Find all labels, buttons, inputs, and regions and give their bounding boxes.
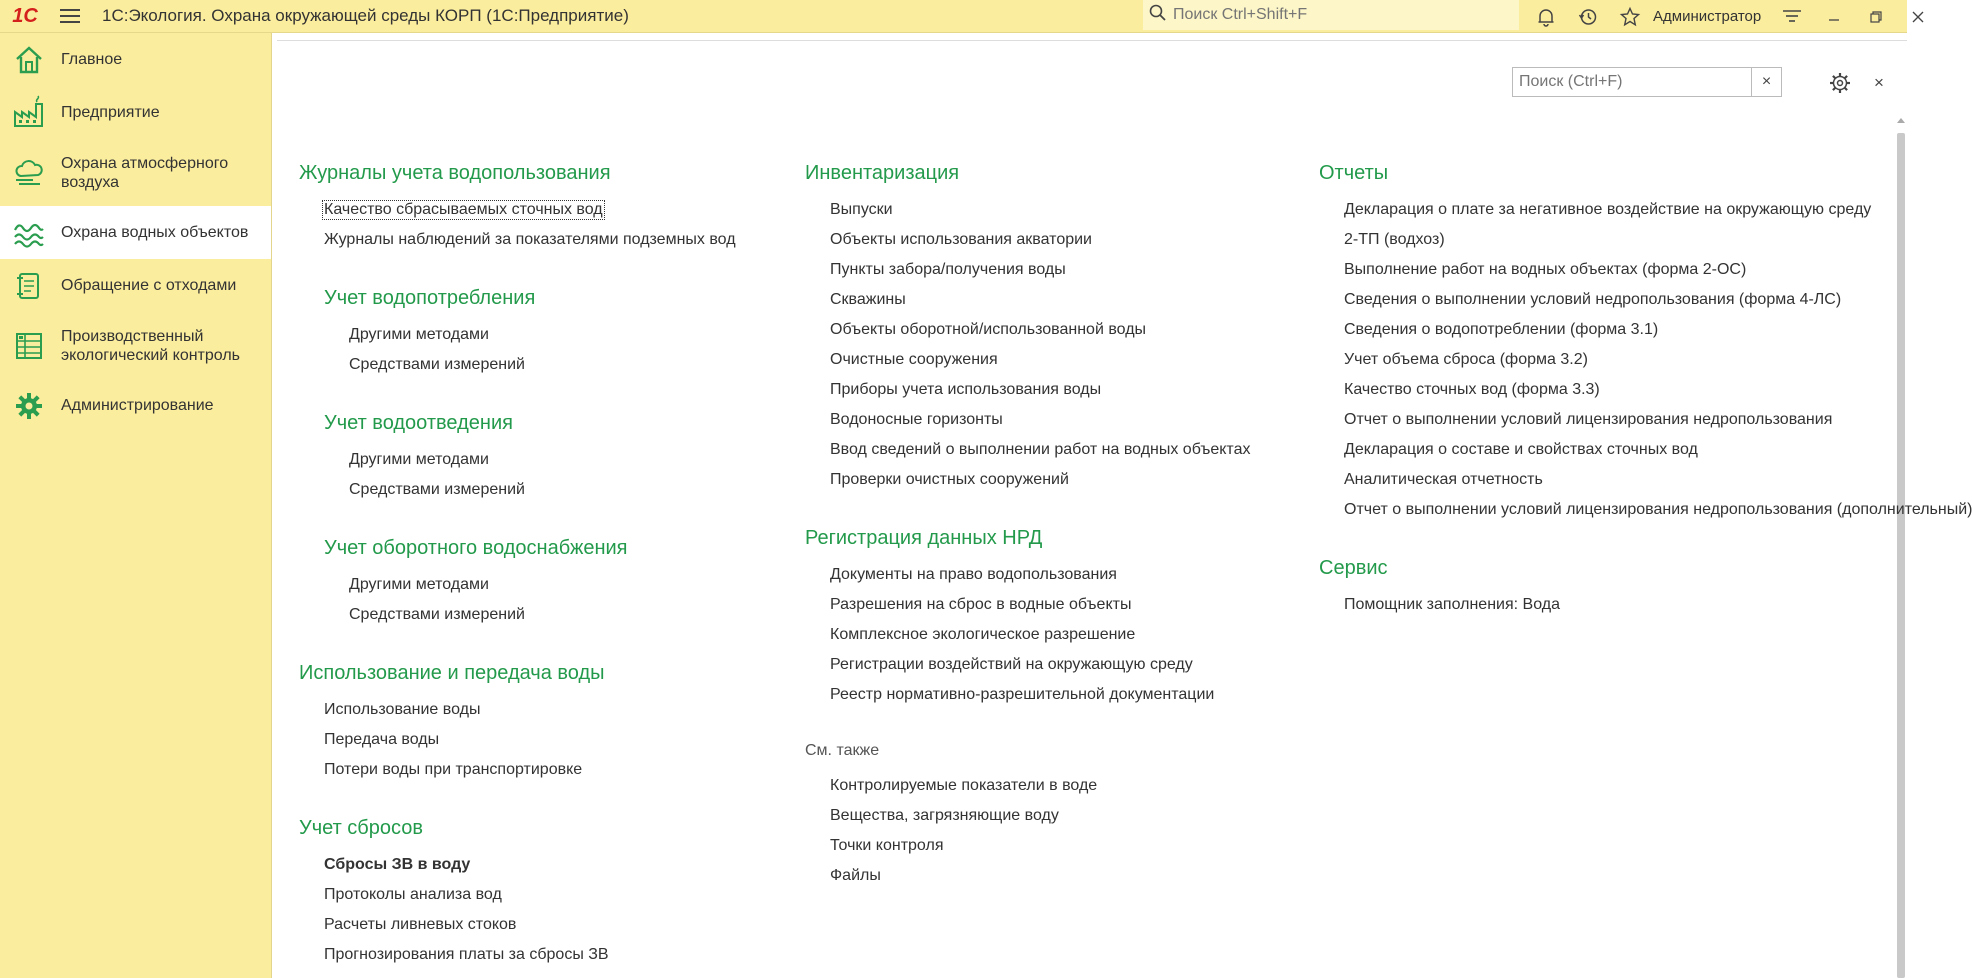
link-report-form-3-2[interactable]: Учет объема сброса (форма 3.2) — [1344, 351, 1588, 368]
sidebar-item-label: Предприятие — [61, 104, 160, 121]
link-intake-points[interactable]: Пункты забора/получения воды — [830, 261, 1066, 278]
link-report-2tp-vodkhoz[interactable]: 2-ТП (водхоз) — [1344, 231, 1445, 248]
sidebar-item-main[interactable] — [0, 33, 271, 86]
link-report-form-3-1[interactable]: Сведения о водопотреблении (форма 3.1) — [1344, 321, 1659, 338]
link-recycling-other[interactable]: Другими методами — [349, 576, 489, 593]
water-waves-icon — [12, 216, 46, 250]
section-title-consumption: Учет водопотребления — [324, 287, 536, 309]
link-report-license-conditions-extra[interactable]: Отчет о выполнении условий лицензирования недропользования (дополнительный) — [1344, 501, 1972, 518]
section-title-inventory: Инвентаризация — [805, 162, 960, 184]
sidebar-item-label: Охрана атмосферного воздуха — [61, 154, 229, 191]
sidebar-item-enterprise[interactable] — [0, 86, 271, 139]
link-consumption-measurement[interactable]: Средствами измерений — [349, 356, 525, 373]
main-menu-button[interactable] — [50, 0, 90, 33]
link-report-fee-declaration[interactable]: Декларация о плате за негативное воздействие на окружающую среду — [1344, 201, 1872, 218]
title-bar — [0, 0, 1907, 33]
link-report-2os[interactable]: Выполнение работ на водных объектах (форма 2-ОС) — [1344, 261, 1747, 278]
restore-icon — [1869, 10, 1883, 24]
section-title-discharges: Учет сбросов — [299, 817, 423, 839]
section-content — [273, 33, 1972, 978]
user-name[interactable]: Администратор — [1653, 8, 1762, 25]
section-title-usage: Использование и передача воды — [299, 662, 605, 684]
link-treatment-facilities[interactable]: Очистные сооружения — [830, 351, 998, 368]
link-report-4ls[interactable]: Сведения о выполнении условий недропользования (форма 4-ЛС) — [1344, 291, 1842, 308]
waste-document-icon — [12, 269, 46, 303]
link-transport-losses[interactable]: Потери воды при транспортировке — [324, 761, 583, 778]
section-title-see-also: См. также — [805, 742, 880, 759]
minimize-button[interactable] — [1813, 0, 1855, 33]
link-water-rights-documents[interactable]: Документы на право водопользования — [830, 566, 1117, 583]
link-water-pollutants[interactable]: Вещества, загрязняющие воду — [830, 807, 1059, 824]
sidebar-item-label: Главное — [61, 51, 123, 68]
menu-lines-icon — [1782, 9, 1802, 25]
sidebar-item-waste[interactable] — [0, 259, 271, 312]
gear-icon — [12, 389, 46, 423]
link-recycled-water-objects[interactable]: Объекты оборотной/использованной воды — [830, 321, 1147, 338]
global-search-input[interactable] — [1173, 6, 1503, 24]
link-aquifers[interactable]: Водоносные горизонты — [830, 411, 1003, 428]
link-discharge-permits[interactable]: Разрешения на сброс в водные объекты — [830, 596, 1132, 613]
link-control-points[interactable]: Точки контроля — [830, 837, 944, 854]
home-icon — [12, 43, 46, 77]
link-water-works-input[interactable]: Ввод сведений о выполнении работ на водных объектах — [830, 441, 1251, 458]
restore-button[interactable] — [1855, 0, 1897, 33]
link-wells[interactable]: Скважины — [830, 291, 906, 308]
section-title-recycling: Учет оборотного водоснабжения — [324, 537, 628, 559]
minimize-icon — [1827, 10, 1841, 24]
sidebar-item-admin[interactable] — [0, 379, 271, 432]
link-integrated-permit[interactable]: Комплексное экологическое разрешение — [830, 626, 1136, 643]
search-icon — [1143, 4, 1173, 27]
close-icon — [1911, 10, 1925, 24]
link-disposal-measurement[interactable]: Средствами измерений — [349, 481, 525, 498]
link-water-fill-assistant[interactable]: Помощник заполнения: Вода — [1344, 596, 1560, 613]
link-discharge-fee-forecast[interactable]: Прогнозирования платы за сбросы ЗВ — [324, 946, 609, 963]
global-search[interactable] — [1143, 0, 1519, 30]
link-impact-registrations[interactable]: Регистрации воздействий на окружающую среду — [830, 656, 1193, 673]
air-cloud-icon — [12, 156, 46, 190]
link-water-use[interactable]: Использование воды — [324, 701, 481, 718]
history-button[interactable] — [1567, 0, 1609, 33]
bell-icon — [1536, 7, 1556, 27]
link-disposal-other[interactable]: Другими методами — [349, 451, 489, 468]
link-report-license-conditions[interactable]: Отчет о выполнении условий лицензирования недропользования — [1344, 411, 1833, 428]
sidebar-item-water[interactable] — [0, 206, 271, 259]
link-water-analysis-protocols[interactable]: Протоколы анализа вод — [324, 886, 502, 903]
link-report-analytics[interactable]: Аналитическая отчетность — [1344, 471, 1543, 488]
history-icon — [1578, 7, 1598, 27]
star-icon — [1620, 7, 1640, 27]
link-stormwater-calculations[interactable]: Расчеты ливневых стоков — [324, 916, 517, 933]
section-title-service: Сервис — [1319, 557, 1388, 579]
link-facility-inspections[interactable]: Проверки очистных сооружений — [830, 471, 1069, 488]
link-regulatory-registry[interactable]: Реестр нормативно-разрешительной документации — [830, 686, 1215, 703]
link-groundwater-journals[interactable]: Журналы наблюдений за показателями подземных вод — [324, 231, 736, 248]
link-water-transfer[interactable]: Передача воды — [324, 731, 440, 748]
link-controlled-indicators[interactable]: Контролируемые показатели в воде — [830, 777, 1098, 794]
close-icon: × — [1874, 73, 1884, 92]
sections-panel — [0, 33, 272, 978]
sidebar-item-eco-control[interactable] — [0, 312, 271, 379]
scrollbar-thumb[interactable] — [1897, 133, 1905, 978]
sidebar-item-label: Администрирование — [61, 397, 214, 414]
section-title-nrd: Регистрация данных НРД — [805, 527, 1043, 549]
vertical-scrollbar[interactable] — [1895, 118, 1907, 978]
scroll-up-arrow-icon[interactable] — [1897, 118, 1905, 123]
section-title-reports: Отчеты — [1319, 162, 1389, 184]
link-report-form-3-3[interactable]: Качество сточных вод (форма 3.3) — [1344, 381, 1600, 398]
factory-icon — [12, 96, 46, 130]
close-window-button[interactable] — [1897, 0, 1939, 33]
sidebar-item-air[interactable] — [0, 139, 271, 206]
link-water-area-objects[interactable]: Объекты использования акватории — [830, 231, 1092, 248]
app-logo — [0, 0, 50, 33]
link-consumption-other[interactable]: Другими методами — [349, 326, 489, 343]
link-files[interactable]: Файлы — [830, 867, 881, 884]
link-outlets[interactable]: Выпуски — [830, 201, 893, 218]
clear-icon: × — [1761, 73, 1772, 90]
settings-menu-button[interactable] — [1771, 0, 1813, 33]
notifications-button[interactable] — [1525, 0, 1567, 33]
link-wastewater-quality[interactable]: Качество сбрасываемых сточных вод — [324, 201, 603, 218]
section-title-disposal: Учет водоотведения — [324, 412, 513, 434]
favorites-button[interactable] — [1609, 0, 1651, 33]
link-pollutant-discharges[interactable]: Сбросы ЗВ в воду — [324, 856, 471, 873]
hamburger-icon — [60, 15, 80, 17]
logo-text: 1С — [12, 4, 38, 27]
sidebar-item-label: Обращение с отходами — [61, 277, 237, 294]
link-recycling-measurement[interactable]: Средствами измерений — [349, 606, 525, 623]
section-title-journals: Журналы учета водопользования — [299, 162, 611, 184]
link-water-meters[interactable]: Приборы учета использования воды — [830, 381, 1102, 398]
link-report-wastewater-declaration[interactable]: Декларация о составе и свойствах сточных вод — [1344, 441, 1698, 458]
control-table-icon — [12, 329, 46, 363]
sidebar-item-label: Производственный экологический контроль — [61, 327, 240, 364]
app-title: 1С:Экология. Охрана окружающей среды КОРП (1С:Предприятие) — [102, 6, 629, 25]
sidebar-item-label: Охрана водных объектов — [61, 224, 249, 241]
